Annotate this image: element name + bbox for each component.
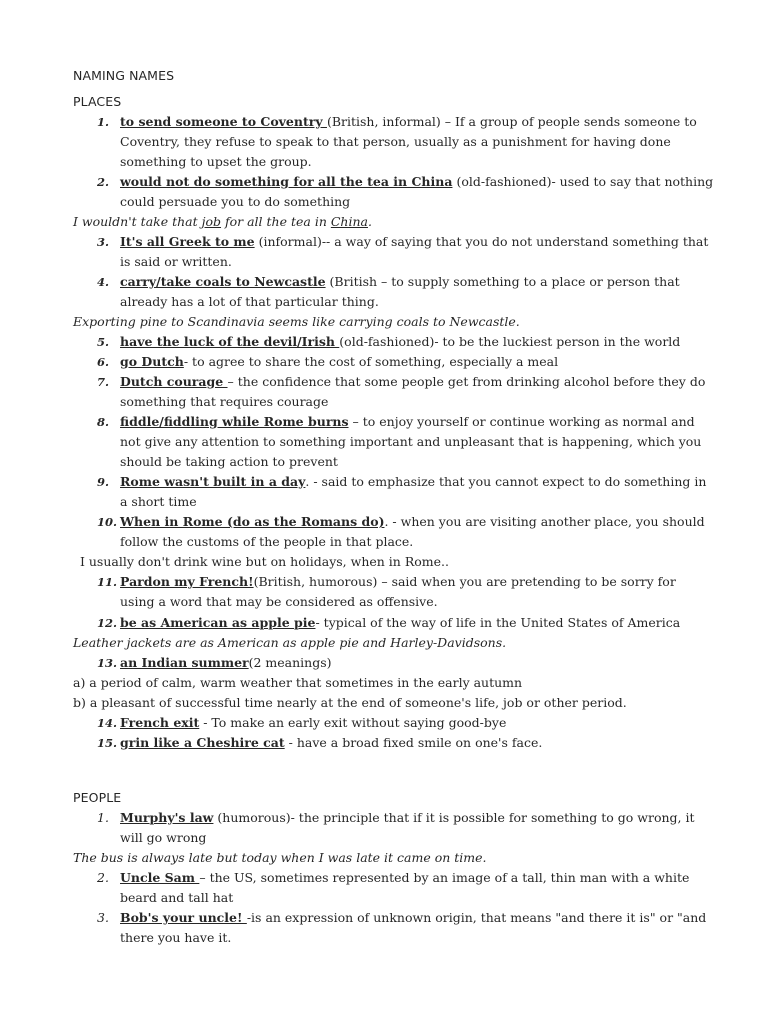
idiom-term: Bob's your uncle! — [120, 910, 247, 925]
idiom-term: to send someone to Coventry — [120, 114, 327, 129]
example-sentence — [73, 848, 487, 868]
entry-text — [120, 653, 332, 673]
entry-text — [120, 733, 542, 753]
idiom-definition: – to enjoy yourself or continue working as normal and — [348, 414, 695, 429]
idiom-definition: - to agree to share the cost of something, especially a meal — [183, 354, 559, 369]
definition-continuation: should be taking action to prevent — [120, 454, 338, 469]
entry-text — [120, 808, 695, 828]
definition-continuation: will go wrong — [120, 830, 207, 845]
example-text: for all the tea in — [221, 214, 331, 229]
idiom-definition: – the US, sometimes represented by an image of a tall, thin man with a white — [199, 870, 690, 885]
idiom-definition: – the confidence that some people get from drinking alcohol before they do — [227, 374, 706, 389]
entry-number: 2. — [97, 175, 110, 189]
idiom-term: French exit — [120, 715, 200, 730]
definition-continuation: there you have it. — [120, 930, 232, 945]
idiom-term: have the luck of the devil/Irish — [120, 334, 340, 349]
plain-text-line: I usually don't drink wine but on holidays, when in Rome.. — [76, 554, 449, 569]
plain-text-line: b) a pleasant of successful time nearly at the end of someone's life, job or other period. — [73, 695, 627, 710]
idiom-definition: . - said to emphasize that you cannot expect to do something in — [305, 474, 707, 489]
entry-text — [120, 372, 705, 392]
entry-number: 1. — [97, 810, 109, 825]
entry-number: 11. — [97, 575, 118, 589]
entry-number: 8. — [97, 415, 110, 429]
idiom-term: carry/take coals to Newcastle — [120, 274, 326, 289]
example-text: China — [330, 214, 368, 229]
entry-number: 12. — [97, 616, 118, 630]
example-sentence — [73, 212, 372, 232]
example-sentence — [73, 633, 506, 653]
entry-text — [120, 232, 708, 252]
definition-continuation: already has a lot of that particular thing. — [120, 294, 379, 309]
entry-number: 1. — [97, 115, 110, 129]
idiom-definition: (humorous)- the principle that if it is possible for something to go wrong, it — [213, 810, 695, 825]
idiom-term: be as American as apple pie — [120, 615, 316, 630]
idiom-definition: - typical of the way of life in the United States of America — [315, 615, 681, 630]
idiom-definition: - have a broad fixed smile on one's face. — [284, 735, 543, 750]
definition-continuation: follow the customs of the people in that place. — [120, 534, 414, 549]
entry-text — [120, 172, 713, 192]
definition-continuation: Coventry, they refuse to speak to that person, usually as a punishment for having done — [120, 134, 671, 149]
entry-text — [120, 472, 706, 492]
entry-number: 7. — [97, 375, 110, 389]
entry-number: 3. — [97, 910, 109, 925]
entry-text — [120, 352, 558, 372]
entry-text — [120, 332, 680, 352]
section-heading-naming-names: NAMING NAMES — [73, 68, 175, 83]
entry-number: 13. — [97, 656, 118, 670]
entry-number: 14. — [97, 716, 118, 730]
entry-text — [120, 512, 705, 532]
definition-continuation: beard and tall hat — [120, 890, 234, 905]
definition-continuation: something that requires courage — [120, 394, 329, 409]
example-text: Leather jackets are as American as apple pie and Harley-Davidsons. — [73, 635, 507, 650]
idiom-term: Pardon my French! — [120, 574, 254, 589]
idiom-term: It's all Greek to me — [120, 234, 255, 249]
idiom-term: Dutch courage — [120, 374, 228, 389]
definition-continuation: could persuade you to do something — [120, 194, 351, 209]
idiom-definition: (informal)-- a way of saying that you do not understand something that — [254, 234, 709, 249]
idiom-term: fiddle/fiddling while Rome burns — [120, 414, 349, 429]
definition-continuation: not give any attention to something important and unpleasant that is happening, which you — [120, 434, 702, 449]
entry-number: 4. — [97, 275, 110, 289]
idiom-term: Uncle Sam — [120, 870, 200, 885]
idiom-term: go Dutch — [120, 354, 184, 369]
entry-text — [120, 613, 680, 633]
entry-text — [120, 868, 689, 888]
entry-number: 6. — [97, 355, 110, 369]
idiom-term: Murphy's law — [120, 810, 214, 825]
entry-text — [120, 572, 676, 592]
example-text: I wouldn't take that — [73, 214, 202, 229]
entry-number: 5. — [97, 335, 110, 349]
section-heading-places: PLACES — [73, 94, 122, 109]
definition-continuation: a short time — [120, 494, 197, 509]
idiom-term: grin like a Cheshire cat — [120, 735, 285, 750]
definition-continuation: is said or written. — [120, 254, 232, 269]
idiom-definition: - To make an early exit without saying good-bye — [199, 715, 507, 730]
entry-number: 9. — [97, 475, 110, 489]
example-text: The bus is always late but today when I was late it came on time. — [73, 850, 487, 865]
idiom-definition: (old-fashioned)- to be the luckiest person in the world — [339, 334, 681, 349]
example-text: Exporting pine to Scandinavia seems like carrying coals to Newcastle. — [73, 314, 520, 329]
idiom-definition: (2 meanings) — [248, 655, 332, 670]
idiom-term: would not do something for all the tea in China — [120, 174, 453, 189]
entry-text — [120, 412, 695, 432]
idiom-term: Rome wasn't built in a day — [120, 474, 306, 489]
entry-text — [120, 713, 506, 733]
example-text: job — [201, 214, 222, 229]
entry-text — [120, 112, 697, 132]
entry-text — [120, 272, 680, 292]
entry-number: 2. — [97, 870, 109, 885]
idiom-term: an Indian summer — [120, 655, 249, 670]
idiom-definition: (British, humorous) – said when you are pretending to be sorry for — [253, 574, 676, 589]
idiom-definition: . - when you are visiting another place, you should — [384, 514, 705, 529]
idiom-definition: -is an expression of unknown origin, that means "and there it is" or "and — [246, 910, 707, 925]
idiom-term: When in Rome (do as the Romans do) — [120, 514, 385, 529]
idiom-definition: (British, informal) – If a group of people sends someone to — [326, 114, 697, 129]
definition-continuation: something to upset the group. — [120, 154, 312, 169]
idiom-definition: (old-fashioned)- used to say that nothing — [452, 174, 714, 189]
idiom-definition: (British – to supply something to a place or person that — [325, 274, 680, 289]
example-text: . — [367, 214, 372, 229]
plain-text-line: a) a period of calm, warm weather that sometimes in the early autumn — [73, 675, 523, 690]
section-heading-people: PEOPLE — [73, 790, 122, 805]
entry-number: 15. — [97, 736, 118, 750]
entry-number: 3. — [97, 235, 110, 249]
entry-text — [120, 908, 706, 928]
example-sentence — [73, 312, 520, 332]
definition-continuation: using a word that may be considered as offensive. — [120, 594, 438, 609]
entry-number: 10. — [97, 515, 118, 529]
